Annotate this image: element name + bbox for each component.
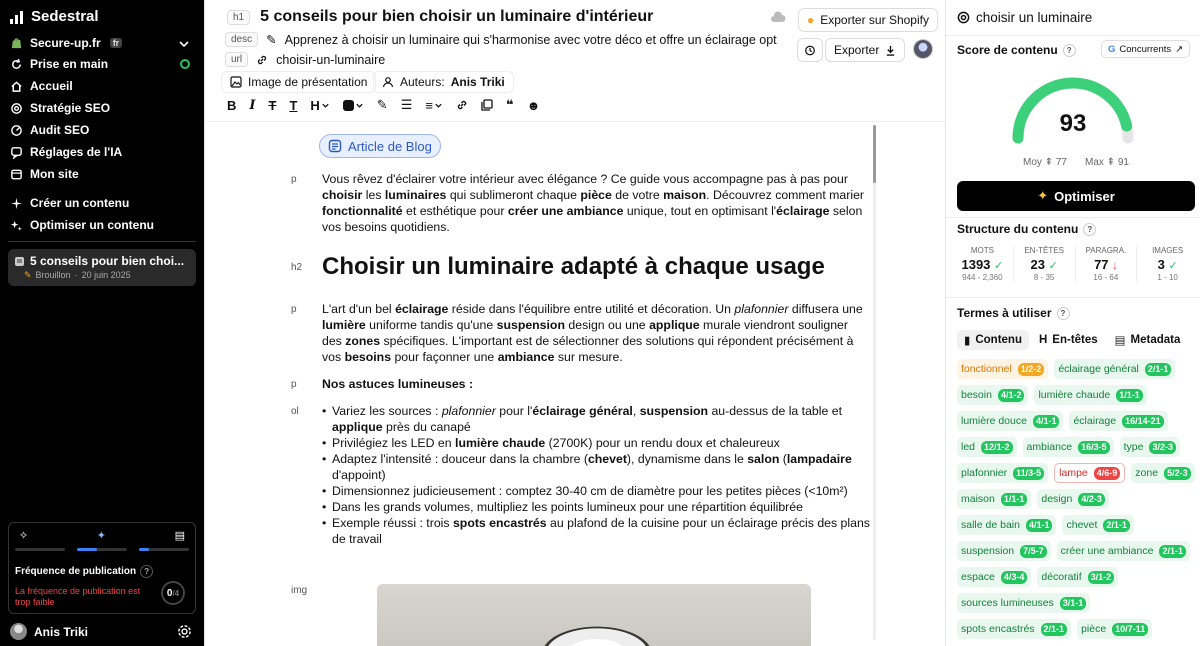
frequency-title: Fréquence de publication <box>15 566 137 577</box>
term-label: espace <box>961 571 995 583</box>
average-score: Moy ⇞ 77 <box>1023 157 1067 168</box>
document-icon: ▮ <box>964 335 971 347</box>
term-label: maison <box>961 493 995 505</box>
term-count: 16/3-5 <box>1078 441 1110 454</box>
term-chip[interactable] <box>957 489 1031 509</box>
term-count: 1/1-1 <box>1116 389 1143 402</box>
sidebar <box>0 0 204 646</box>
article-icon <box>328 139 342 153</box>
arrow-down-icon: ↓ <box>1112 260 1118 272</box>
intro-paragraph[interactable]: Vous rêvez d'éclairer votre intérieur avec élégance ? Ce guide vous accompagne pas à pas pour choisir les luminaires qui sublimeront chaque pièce de votre maison. Découvrez comment marier fonctionnalité et esthétique pour créer une ambiance unique, tout en optimisant l'éclairage selon vos besoins quotidiens. <box>322 172 865 234</box>
term-chip[interactable] <box>1077 619 1152 639</box>
term-count: 3/1-1 <box>1060 597 1087 610</box>
term-label: éclairage général <box>1058 363 1139 375</box>
term-count: 4/1-1 <box>1026 519 1053 532</box>
block-label: ol <box>291 406 299 417</box>
target-icon <box>957 11 970 24</box>
user-icon <box>382 76 394 88</box>
export-shopify-label: Exporter sur Shopify <box>820 13 929 27</box>
term-label: led <box>961 441 976 453</box>
separator-dot: · <box>74 270 78 280</box>
document-status: Brouillon <box>35 270 71 280</box>
term-chip[interactable] <box>1037 567 1118 587</box>
score-benchmarks <box>1023 157 1129 168</box>
export-shopify-button[interactable] <box>798 8 938 32</box>
desc-tag: desc <box>225 32 258 47</box>
metadata-icon: ▤ <box>1114 335 1126 347</box>
term-count: 10/7-11 <box>1112 623 1148 636</box>
term-label: suspension <box>961 545 1015 557</box>
tips-list[interactable] <box>322 403 870 547</box>
term-chip[interactable] <box>1037 489 1108 509</box>
wand-icon[interactable]: ✧ <box>19 530 29 542</box>
block-label: p <box>291 174 297 185</box>
workspace-selector[interactable] <box>10 36 122 50</box>
export-label: Exporter <box>834 43 880 57</box>
term-chip[interactable] <box>957 385 1028 405</box>
pen-icon: ✎ <box>266 33 277 47</box>
refresh-icon <box>10 58 23 71</box>
block-label: img <box>291 585 308 596</box>
list-item[interactable]: • Adaptez l'intensité : douceur dans la chambre (chevet), dynamisme dans le salon (lampadaire d'appoint) <box>322 451 870 483</box>
shopify-icon: ● <box>807 13 815 27</box>
article-url[interactable]: choisir-un-luminaire <box>276 52 386 67</box>
term-count: 2/1-1 <box>1041 623 1068 636</box>
term-chip[interactable] <box>1069 411 1167 431</box>
term-chip[interactable] <box>1023 437 1114 457</box>
section-paragraph[interactable]: L'art d'un bel éclairage réside dans l'équilibre entre utilité et décoration. Un plafonnier diffusera une lumière uniforme tandis qu'une suspension design ou une applique murale viendront souligner des zones spécifiques. L'important est de sélectionner des solutions qui répondent précisément à vos besoins pour façonner une ambiance sur mesure. <box>322 302 863 364</box>
emoji-button[interactable]: ☻ <box>526 97 541 113</box>
frequency-progress <box>15 548 189 551</box>
tab-en-tetes[interactable] <box>1032 330 1105 350</box>
author-name: Anis Triki <box>450 75 505 89</box>
term-label: lumière douce <box>961 415 1027 427</box>
publish-icon[interactable]: ▤ <box>174 530 185 542</box>
term-label: décoratif <box>1041 571 1082 583</box>
terms-title: Termes à utiliser <box>957 306 1052 320</box>
frequency-bar <box>77 548 127 551</box>
stat-range: 944 - 2,360 <box>962 273 1003 282</box>
highlight-button[interactable]: ✎ <box>376 97 388 112</box>
formatting-toolbar <box>227 97 540 113</box>
term-chip[interactable] <box>1120 437 1180 457</box>
sidebar-item-strategie-seo[interactable] <box>10 101 110 115</box>
term-chip[interactable] <box>1062 515 1133 535</box>
help-icon[interactable]: ? <box>140 565 153 578</box>
competitors-button[interactable] <box>1101 40 1190 58</box>
list-item[interactable]: • Dimensionnez judicieusement : comptez 30-40 cm de diamètre pour les petites pièces (<10m²) <box>322 483 870 499</box>
sidebar-item-label: Réglages de l'IA <box>30 145 123 159</box>
sidebar-item-audit-seo[interactable] <box>10 123 89 137</box>
help-icon[interactable]: ? <box>1063 44 1076 57</box>
chevron-down-icon <box>321 101 330 110</box>
lamp-picture <box>537 624 657 646</box>
check-icon: ✓ <box>1168 260 1178 272</box>
term-label: pièce <box>1081 623 1107 635</box>
sidebar-item-creer-contenu[interactable] <box>10 196 129 210</box>
term-label: lampe <box>1059 467 1088 479</box>
term-count: 4/1-2 <box>998 389 1025 402</box>
stat-range: 8 - 35 <box>1033 273 1055 282</box>
brand[interactable] <box>10 8 99 25</box>
divider <box>205 121 947 122</box>
frequency-count: 0 <box>166 587 173 599</box>
term-chip[interactable] <box>957 541 1051 561</box>
document-date: 20 juin 2025 <box>81 270 131 280</box>
term-count: 2/1-1 <box>1103 519 1130 532</box>
tips-heading[interactable]: Nos astuces lumineuses : <box>322 377 474 391</box>
list-item[interactable]: • Exemple réussi : trois spots encastrés au plafond de la cuisine pour un éclairage précis des plans de travail <box>322 515 870 547</box>
article-type-badge[interactable] <box>319 134 441 158</box>
avatar <box>10 623 27 640</box>
frequency-bar <box>15 548 65 551</box>
tab-metadata[interactable] <box>1108 330 1188 350</box>
sidebar-item-accueil[interactable] <box>10 79 73 93</box>
list-item[interactable]: • Dans les grands volumes, multipliez les points lumineux pour une répartition équilibrée <box>322 499 870 515</box>
term-label: zone <box>1135 467 1159 479</box>
term-chip[interactable] <box>957 567 1031 587</box>
meta-description[interactable]: Apprenez à choisir un luminaire qui s'harmonise avec votre déco et offre un éclairage opt <box>284 32 777 47</box>
stat-label: IMAGES <box>1152 246 1184 255</box>
optimize-label: Optimiser <box>1054 188 1115 204</box>
insert-image-button[interactable] <box>481 99 493 111</box>
workspace-name: Secure-up.fr <box>30 36 101 50</box>
authors-label: Auteurs: <box>400 75 445 89</box>
color-swatch-icon <box>343 100 354 111</box>
history-button[interactable] <box>797 38 823 62</box>
bullet-list-button[interactable]: ☰ <box>400 97 413 112</box>
cloud-sync-icon <box>770 11 786 23</box>
avatar[interactable] <box>913 39 933 59</box>
document-icon <box>14 256 25 267</box>
tab-contenu[interactable] <box>957 330 1029 350</box>
term-chip[interactable] <box>957 515 1056 535</box>
sidebar-item-prise-en-main[interactable] <box>10 57 108 71</box>
term-label: ambiance <box>1026 441 1073 453</box>
term-label: spots encastrés <box>961 623 1035 635</box>
average-label: Moy <box>1023 157 1042 168</box>
heading-dropdown[interactable]: H <box>310 98 329 113</box>
sidebar-item-optimiser-contenu[interactable] <box>10 218 154 232</box>
term-count: 3/2-3 <box>1149 441 1176 454</box>
tab-label: En-têtes <box>1052 334 1098 346</box>
term-count: 2/1-1 <box>1159 545 1186 558</box>
terms-tabs <box>957 330 1187 350</box>
history-icon <box>804 44 816 57</box>
stat-images <box>1137 246 1198 282</box>
featured-image-button[interactable] <box>221 71 376 93</box>
article-type-label: Article de Blog <box>348 138 432 154</box>
language-badge: fr <box>110 38 123 48</box>
user-name: Anis Triki <box>34 624 89 639</box>
sidebar-item-label: Mon site <box>30 167 79 181</box>
term-chip[interactable] <box>957 411 1063 431</box>
term-count: 7/5-7 <box>1020 545 1047 558</box>
help-icon[interactable]: ? <box>1057 307 1070 320</box>
term-count: 4/3-4 <box>1001 571 1028 584</box>
list-item[interactable]: • Variez les sources : plafonnier pour l'éclairage général, suspension au-dessus de la table et applique près du canapé <box>322 403 870 435</box>
term-label: design <box>1041 493 1073 505</box>
stat-mots <box>952 246 1014 282</box>
max-score: Max ⇞ 91 <box>1084 157 1129 168</box>
align-dropdown[interactable]: ≡ <box>425 98 443 113</box>
stat-value: 3 <box>1157 257 1165 272</box>
tab-label: Metadata <box>1130 334 1181 346</box>
term-chip[interactable] <box>957 437 1017 457</box>
term-chip[interactable] <box>1054 359 1175 379</box>
seo-panel <box>946 0 1200 646</box>
term-label: lumière chaude <box>1038 389 1111 401</box>
term-chip[interactable] <box>957 619 1071 639</box>
term-chip[interactable] <box>1054 463 1125 483</box>
stat-label: MOTS <box>970 246 994 255</box>
stat-range: 1 - 10 <box>1157 273 1178 282</box>
image-icon <box>230 76 242 88</box>
stat-value: 77 <box>1094 257 1109 272</box>
article-image[interactable] <box>377 584 811 646</box>
divider <box>946 35 1200 36</box>
term-count: 1/2-2 <box>1018 363 1045 376</box>
editor <box>204 0 946 646</box>
term-count: 4/2-3 <box>1078 493 1105 506</box>
stat-label: PARAGRA. <box>1085 246 1127 255</box>
stat-enttes <box>1014 246 1076 282</box>
term-count: 11/3-5 <box>1013 467 1044 480</box>
term-chip[interactable] <box>1034 385 1146 405</box>
scrollbar-thumb[interactable] <box>873 125 876 183</box>
term-label: salle de bain <box>961 519 1020 531</box>
chevron-down-icon <box>355 101 364 110</box>
stat-value: 1393 <box>961 257 991 272</box>
content-structure-stats <box>952 246 1198 282</box>
sparkles-icon <box>10 219 23 232</box>
block-label: p <box>291 379 297 390</box>
term-chip[interactable] <box>1057 541 1190 561</box>
term-label: éclairage <box>1073 415 1117 427</box>
sidebar-item-label: Audit SEO <box>30 123 90 137</box>
term-label: besoin <box>961 389 992 401</box>
link-icon <box>456 99 468 111</box>
term-label: chevet <box>1066 519 1098 531</box>
italic-button[interactable]: I <box>249 97 256 113</box>
featured-image-label: Image de présentation <box>248 75 368 89</box>
divider <box>946 217 1200 218</box>
list-item[interactable]: • Privilégiez les LED en lumière chaude (2700K) pour un rendu doux et chaleureux <box>322 435 870 451</box>
stat-range: 16 - 64 <box>1093 273 1119 282</box>
term-chip[interactable] <box>1131 463 1194 483</box>
term-label: fonctionnel <box>961 363 1012 375</box>
article-title[interactable]: 5 conseils pour bien choisir un luminaire d'intérieur <box>260 8 654 25</box>
download-icon <box>885 45 896 56</box>
max-label: Max <box>1084 157 1104 168</box>
quote-button[interactable]: ❝ <box>505 97 514 112</box>
term-label: type <box>1123 441 1144 453</box>
average-value: 77 <box>1055 157 1067 168</box>
publication-frequency-card <box>8 522 196 614</box>
external-link-icon: ↗ <box>1175 43 1184 55</box>
sidebar-item-mon-site[interactable] <box>10 167 79 181</box>
export-button[interactable] <box>825 38 905 62</box>
current-document-card[interactable] <box>8 249 196 286</box>
term-chip[interactable] <box>957 463 1048 483</box>
max-value: 91 <box>1117 157 1129 168</box>
ai-settings-icon <box>10 146 23 159</box>
h1-tag: h1 <box>227 10 250 25</box>
term-count: 2/1-1 <box>1145 363 1172 376</box>
authors-selector[interactable] <box>373 71 514 93</box>
terms-list <box>957 359 1197 639</box>
sidebar-item-label: Stratégie SEO <box>30 101 111 115</box>
section-heading[interactable]: Choisir un luminaire adapté à chaque usage <box>322 253 825 280</box>
home-icon <box>10 80 23 93</box>
chevron-down-icon[interactable] <box>178 38 190 50</box>
sidebar-item-label: Prise en main <box>30 57 109 71</box>
app-name: Sedestral <box>31 8 99 25</box>
check-icon: ✓ <box>1048 260 1058 272</box>
check-icon: ✓ <box>994 260 1004 272</box>
site-icon <box>10 168 23 181</box>
strikethrough-button[interactable]: T <box>268 97 277 113</box>
color-dropdown[interactable] <box>343 100 364 111</box>
status-dot <box>180 59 190 69</box>
sparkle-icon <box>10 197 23 210</box>
user-profile[interactable] <box>10 623 88 640</box>
sidebar-item-reglages-ia[interactable] <box>10 145 122 159</box>
google-icon: G <box>1108 43 1116 55</box>
term-chip[interactable] <box>957 593 1090 613</box>
gallery-icon <box>481 99 493 111</box>
term-chip[interactable] <box>957 359 1048 379</box>
magic-icon[interactable]: ✦ <box>96 530 107 542</box>
frequency-target: /4 <box>172 588 180 598</box>
sidebar-item-label: Créer un contenu <box>30 196 130 210</box>
scroll-track[interactable] <box>873 125 876 640</box>
optimize-button[interactable] <box>957 181 1195 211</box>
shopify-icon <box>10 37 23 50</box>
term-label: créer une ambiance <box>1060 545 1154 557</box>
tab-label: Contenu <box>975 334 1022 346</box>
gear-icon[interactable] <box>177 624 192 639</box>
bold-button[interactable]: B <box>227 97 237 113</box>
term-count: 4/6-9 <box>1094 467 1121 480</box>
sidebar-item-label: Optimiser un contenu <box>30 218 155 232</box>
url-tag: url <box>225 52 248 67</box>
structure-title: Structure du contenu <box>957 222 1079 236</box>
score-value: 93 <box>1059 110 1087 137</box>
term-count: 5/2-3 <box>1164 467 1191 480</box>
link-button[interactable] <box>456 99 468 111</box>
term-count: 3/1-2 <box>1088 571 1115 584</box>
sidebar-item-label: Accueil <box>30 79 73 93</box>
pencil-icon: ✎ <box>24 270 32 280</box>
target-icon <box>10 102 23 115</box>
stat-paragra <box>1076 246 1138 282</box>
chevron-down-icon <box>434 101 443 110</box>
block-label: h2 <box>291 262 303 273</box>
clear-format-button[interactable]: T <box>289 97 298 113</box>
score-title: Score de contenu <box>957 43 1058 57</box>
stat-value: 23 <box>1030 257 1045 272</box>
frequency-bar <box>139 548 189 551</box>
frequency-counter <box>161 581 185 605</box>
document-title: 5 conseils pour bien choi... <box>30 254 185 268</box>
logo-icon <box>10 9 25 24</box>
term-count: 16/14-21 <box>1122 415 1164 428</box>
term-count: 12/1-2 <box>981 441 1013 454</box>
magic-wand-icon: ✦ <box>1037 188 1049 203</box>
frequency-warning: La fréquence de publication est trop faible <box>15 586 141 607</box>
divider <box>8 241 196 242</box>
term-count: 1/1-1 <box>1001 493 1028 506</box>
link-icon <box>256 54 268 66</box>
divider <box>946 297 1200 298</box>
term-label: sources lumineuses <box>961 597 1054 609</box>
competitors-label: Concurrents <box>1119 43 1172 55</box>
heading-icon: H <box>1038 334 1048 346</box>
block-label: p <box>291 304 297 315</box>
target-keyword[interactable]: choisir un luminaire <box>976 10 1093 25</box>
term-count: 4/1-1 <box>1033 415 1060 428</box>
gauge-icon <box>10 124 23 137</box>
help-icon[interactable]: ? <box>1083 223 1096 236</box>
term-label: plafonnier <box>961 467 1008 479</box>
stat-label: EN-TÊTES <box>1024 246 1064 255</box>
